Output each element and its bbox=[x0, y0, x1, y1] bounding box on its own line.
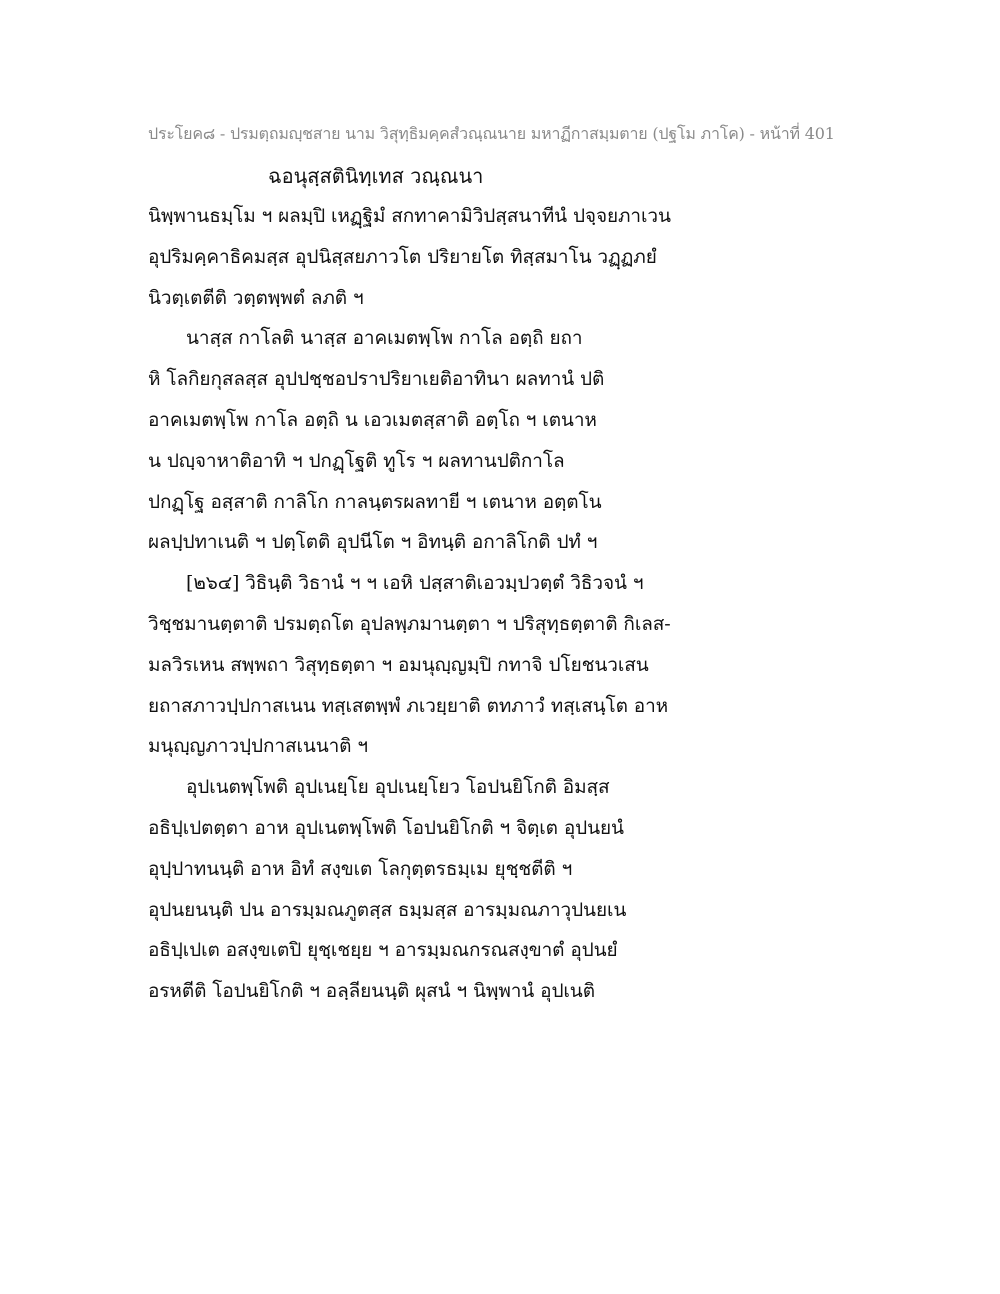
paragraph-start-line: นาสฺส กาโลติ นาสฺส อาคเมตพฺโพ กาโล อตฺถิ ยถา bbox=[186, 327, 583, 350]
body-text bbox=[148, 196, 848, 1012]
text-line: วิชฺชมานตฺตาติ ปรมตฺถโต อุปลพฺภมานตฺตา ฯ ปริสุทฺธตฺตาติ กิเลส- bbox=[148, 612, 671, 635]
text-line: อุปนยนนฺติ ปน อารมฺมณภูตสฺส ธมฺมสฺส อารมฺมณภาวุปนยเน bbox=[148, 898, 627, 921]
text-line: อธิปฺเปตตฺตา อาห อุปเนตพฺโพติ โอปนยิโกติ ฯ จิตฺเต อุปนยนํ bbox=[148, 816, 624, 839]
text-line: อรหตีติ โอปนยิโกติ ฯ อลฺลียนนฺติ ผุสนํ ฯ นิพฺพานํ อุปเนติ bbox=[148, 980, 595, 1003]
text-line: น ปญฺจาหาติอาทิ ฯ ปกฏฺโฐติ ทูโร ฯ ผลทานปติกาโล bbox=[148, 449, 565, 472]
running-header: ประโยค๘ - ปรมตฺถมญฺชสาย นาม วิสุทฺธิมคฺคสํวณฺณนาย มหาฏีกาสมฺมตาย (ปฐโม ภาโค) - หน้าที่ 401 bbox=[148, 124, 835, 143]
text-line: อาคเมตพฺโพ กาโล อตฺถิ น เอวเมตสฺสาติ อตฺโถ ฯ เตนาห bbox=[148, 408, 597, 431]
text-line: ปกฏฺโฐ อสฺสาติ กาลิโก กาลนฺตรผลทายี ฯ เตนาห อตฺตโน bbox=[148, 490, 602, 513]
text-line: นิพฺพานธมฺโม ฯ ผลมฺปิ เหฏฺฐิมํ สกทาคามิวิปสฺสนาทีนํ ปจฺจยภาเวน bbox=[148, 205, 671, 227]
paragraph-start-line: [๒๖๔] วิธินฺติ วิธานํ ฯ ฯ เอหิ ปสฺสาติเอวมฺปวตฺตํ วิธิวจนํ ฯ bbox=[186, 572, 644, 595]
text-line: หิ โลกิยกุสลสฺส อุปปชฺชอปราปริยาเยติอาทินา ผลทานํ ปติ bbox=[148, 368, 605, 391]
text-line: อุปริมคฺคาธิคมสฺส อุปนิสฺสยภาวโต ปริยายโต ทิสฺสมาโน วฏฺฏภยํ bbox=[148, 245, 657, 268]
text-line: อุปฺปาทนนฺติ อาห อิทํ สงฺขเต โลกุตฺตรธมฺเม ยุชฺชตีติ ฯ bbox=[148, 857, 573, 880]
text-line: มลวิรเหน สพฺพถา วิสุทฺธตฺตา ฯ อมนุญฺญมฺปิ กทาจิ ปโยชนวเสน bbox=[148, 653, 649, 676]
text-line: ผลปฺปทาเนติ ฯ ปตฺโตติ อุปนีโต ฯ อิทนฺติ อกาลิโกติ ปทํ ฯ bbox=[148, 531, 598, 554]
text-line: มนุญฺญภาวปฺปกาสเนนาติ ฯ bbox=[148, 735, 368, 758]
paragraph-start-line: อุปเนตพฺโพติ อุปเนยฺโย อุปเนยฺโยว โอปนยิโกติ อิมสฺส bbox=[186, 776, 610, 799]
text-line: ยถาสภาวปฺปกาสเนน ทสฺเสตพฺพํ ภเวยฺยาติ ตทภาวํ ทสฺเสนฺโต อาห bbox=[148, 694, 669, 717]
text-line: อธิปฺเปเต อสงฺขเตปิ ยุชฺเชยฺย ฯ อารมฺมณกรณสงฺขาตํ อุปนยํ bbox=[148, 939, 618, 962]
section-title: ฉอนุสฺสตินิทฺเทส วณฺณนา bbox=[268, 164, 484, 188]
text-line: นิวตฺเตตีติ วตฺตพฺพตํ ลภติ ฯ bbox=[148, 286, 364, 309]
